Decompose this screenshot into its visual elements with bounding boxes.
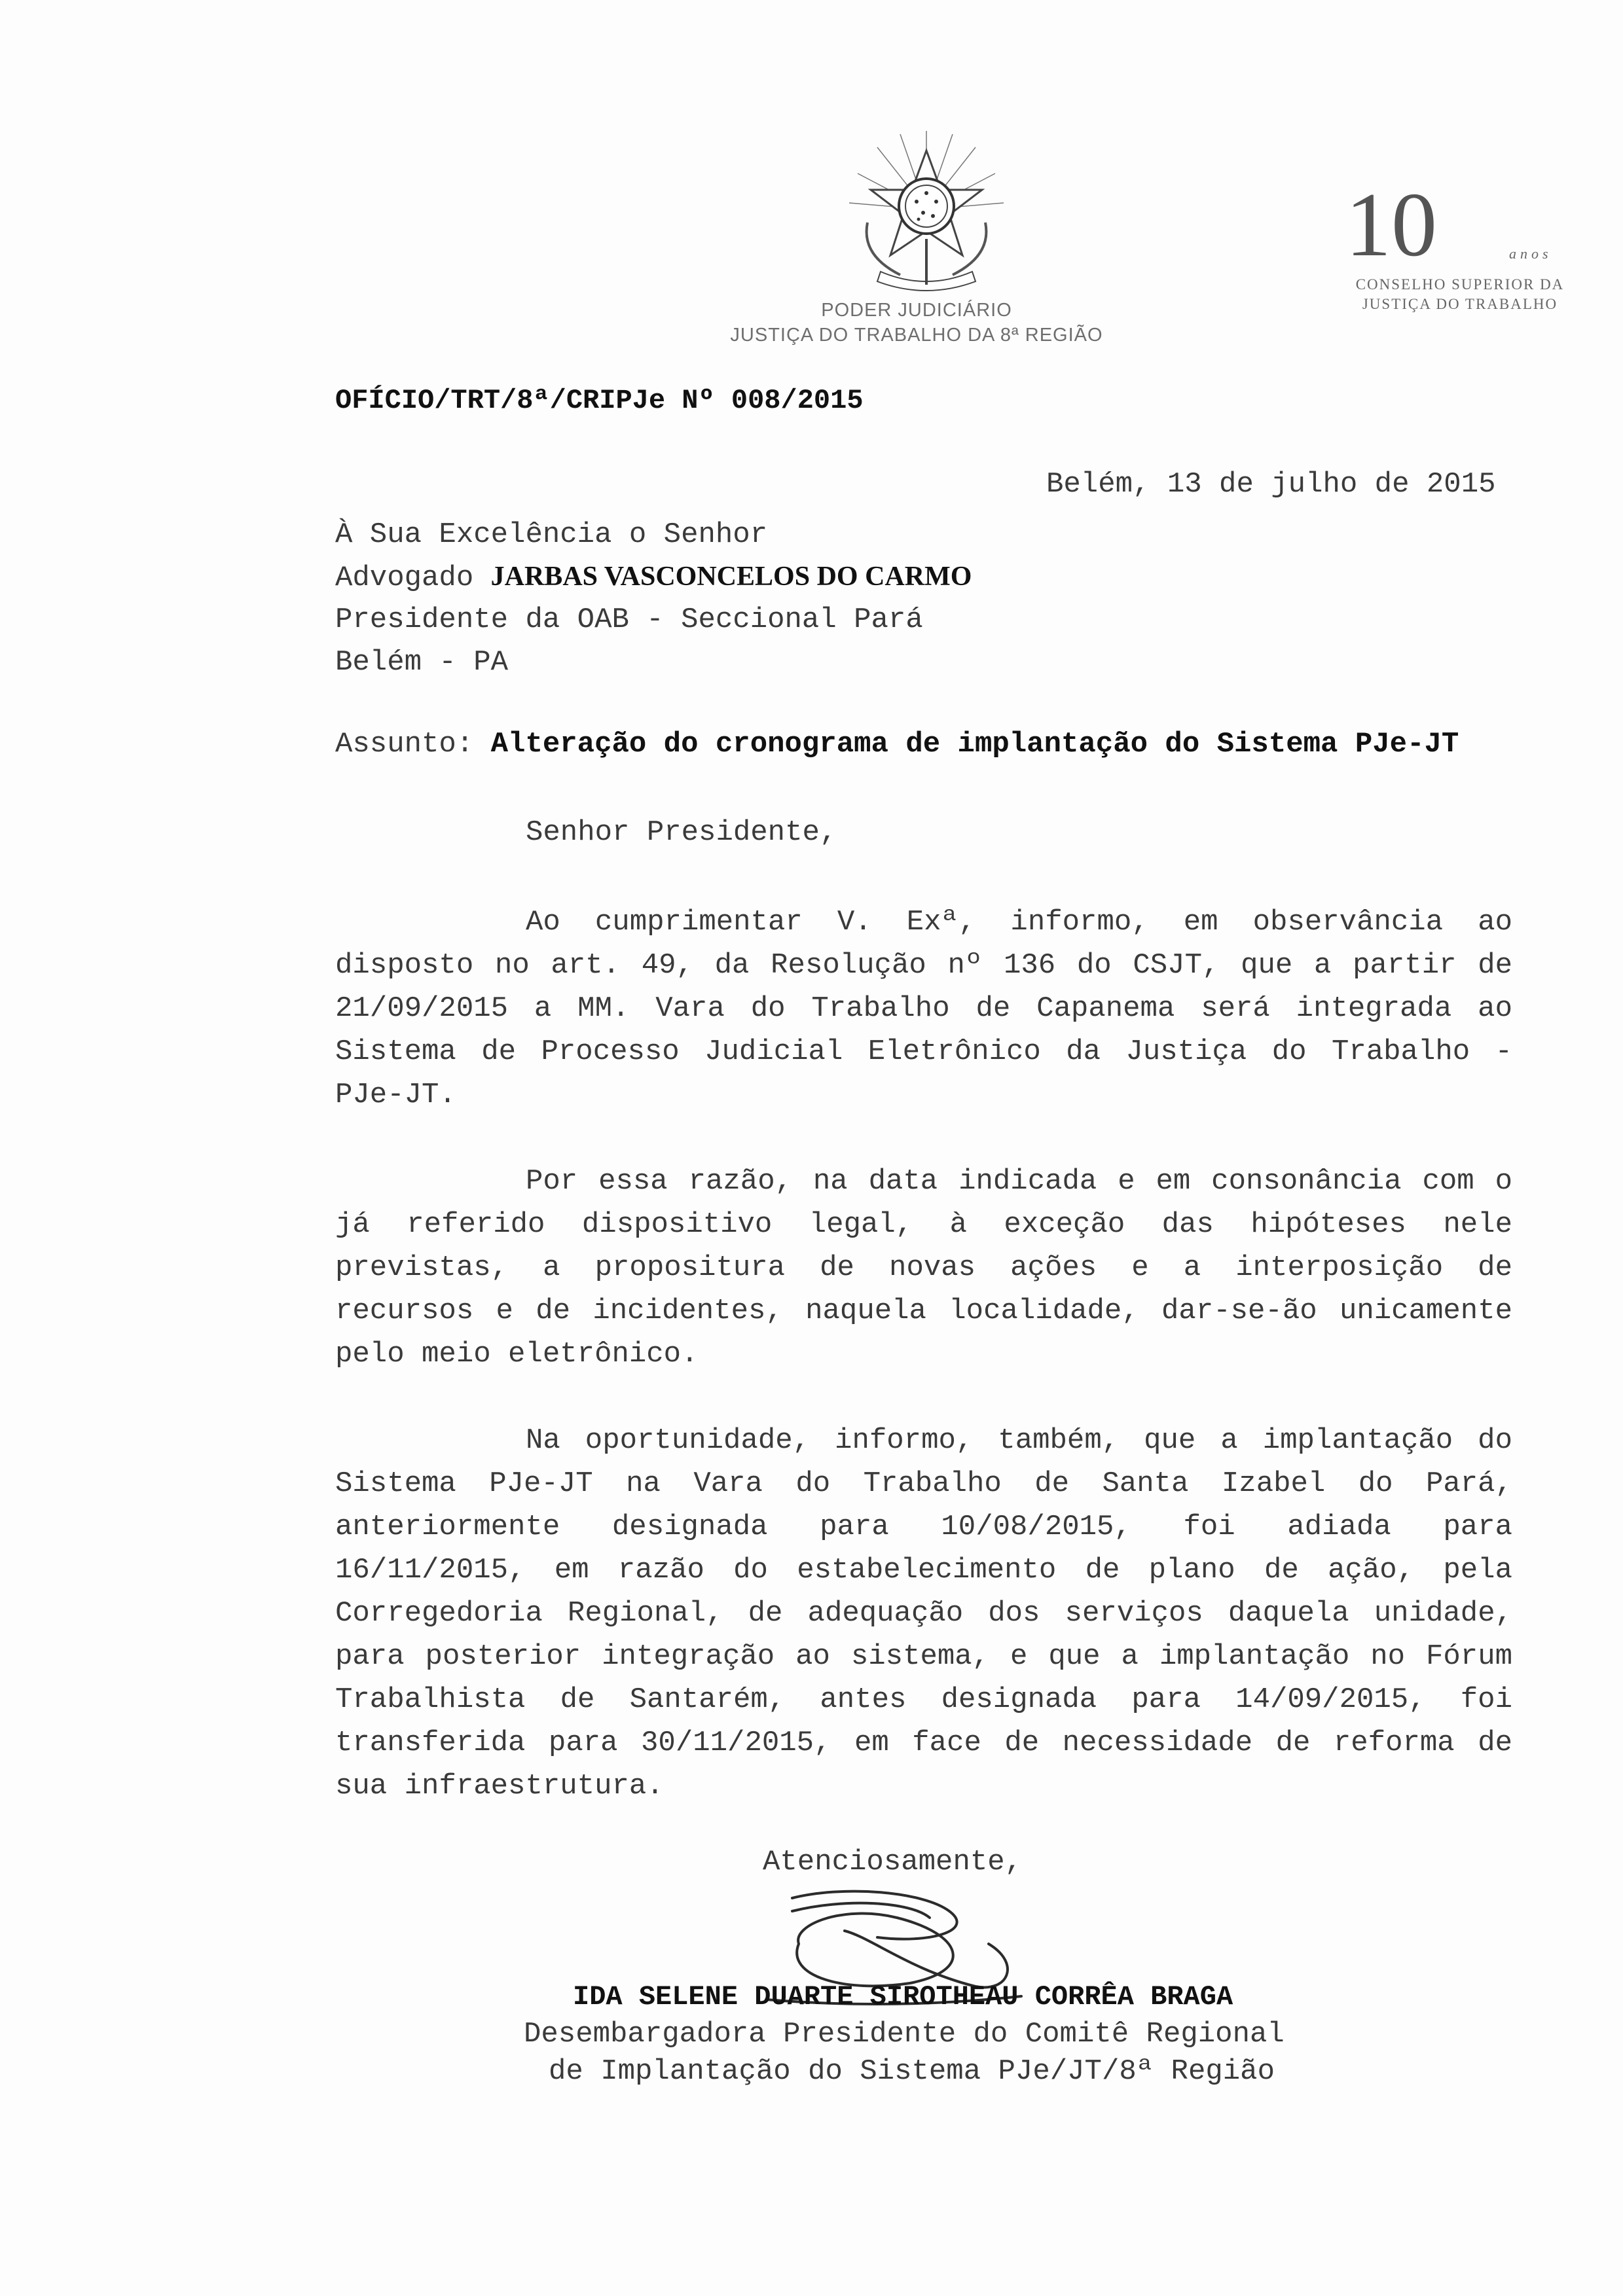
signer-role-line-2: de Implantação do Sistema PJe/JT/8ª Região bbox=[549, 2055, 1275, 2088]
paragraph-line: Por essa razão, na data indicada e em consonância com o bbox=[526, 1165, 1512, 1198]
csjt-10-anos-logo-icon bbox=[1345, 177, 1561, 275]
recipient-title-name bbox=[335, 561, 972, 594]
paragraph-line: Sistema PJe-JT na Vara do Trabalho de Santa Izabel do Pará, bbox=[335, 1467, 1512, 1500]
document-reference: OFÍCIO/TRT/8ª/CRIPJe Nº 008/2015 bbox=[335, 385, 864, 416]
recipient-position: Presidente da OAB - Seccional Pará bbox=[335, 603, 923, 636]
paragraph-line: Trabalhista de Santarém, antes designada para 14/09/2015, foi bbox=[335, 1683, 1512, 1716]
paragraph-line: Ao cumprimentar V. Exª, informo, em observância ao bbox=[526, 906, 1512, 939]
subject-line bbox=[335, 728, 1459, 761]
paragraph-line: Na oportunidade, informo, também, que a implantação do bbox=[526, 1424, 1512, 1457]
paragraph-2 bbox=[335, 1160, 1512, 1376]
institution-line-1: PODER JUDICIÁRIO bbox=[821, 300, 1012, 321]
paragraph-line: sua infraestrutura. bbox=[335, 1770, 664, 1803]
subject-text: Alteração do cronograma de implantação do Sistema PJe-JT bbox=[490, 728, 1459, 761]
recipient-city: Belém - PA bbox=[335, 646, 509, 679]
brazil-coat-of-arms-icon bbox=[841, 124, 1012, 295]
logo-caption-line-1: CONSELHO SUPERIOR DA bbox=[1355, 276, 1565, 293]
subject-label: Assunto: bbox=[335, 728, 474, 761]
paragraph-line: anteriormente designada para 10/08/2015, foi adiada para bbox=[335, 1511, 1512, 1543]
signer-name: IDA SELENE DUARTE SIROTHEAU CORRÊA BRAGA bbox=[573, 1981, 1233, 2013]
logo-anos-text: anos bbox=[1509, 245, 1552, 262]
closing: Atenciosamente, bbox=[763, 1846, 1023, 1878]
date-line: Belém, 13 de julho de 2015 bbox=[1046, 468, 1496, 501]
logo-number: 10 bbox=[1345, 177, 1437, 275]
signer-role-line-1: Desembargadora Presidente do Comitê Regional bbox=[524, 2018, 1285, 2051]
greeting: Senhor Presidente, bbox=[526, 816, 837, 849]
paragraph-line: pelo meio eletrônico. bbox=[335, 1338, 699, 1371]
paragraph-line: transferida para 30/11/2015, em face de necessidade de reforma de bbox=[335, 1727, 1512, 1759]
paragraph-line: recursos e de incidentes, naquela localidade, dar-se-ão unicamente bbox=[335, 1295, 1512, 1327]
paragraph-line: já referido dispositivo legal, à exceção das hipóteses nele bbox=[335, 1208, 1512, 1241]
institution-line-2: JUSTIÇA DO TRABALHO DA 8ª REGIÃO bbox=[730, 325, 1103, 346]
institution-header bbox=[655, 298, 1178, 348]
paragraph-line: disposto no art. 49, da Resolução nº 136 do CSJT, que a partir de bbox=[335, 949, 1512, 982]
paragraph-1 bbox=[335, 901, 1512, 1117]
paragraph-line: PJe-JT. bbox=[335, 1079, 456, 1111]
recipient-title: Advogado bbox=[335, 562, 474, 594]
recipient-salutation: À Sua Excelência o Senhor bbox=[335, 518, 768, 551]
recipient-name: JARBAS VASCONCELOS DO CARMO bbox=[490, 562, 972, 592]
logo-caption bbox=[1336, 275, 1584, 314]
paragraph-line: Sistema de Processo Judicial Eletrônico da Justiça do Trabalho - bbox=[335, 1035, 1512, 1068]
paragraph-3 bbox=[335, 1419, 1512, 1808]
paragraph-line: previstas, a propositura de novas ações e a interposição de bbox=[335, 1251, 1512, 1284]
paragraph-line: Corregedoria Regional, de adequação dos serviços daquela unidade, bbox=[335, 1597, 1512, 1630]
paragraph-line: para posterior integração ao sistema, e que a implantação no Fórum bbox=[335, 1640, 1512, 1673]
paragraph-line: 16/11/2015, em razão do estabelecimento de plano de ação, pela bbox=[335, 1554, 1512, 1587]
paragraph-line: 21/09/2015 a MM. Vara do Trabalho de Capanema será integrada ao bbox=[335, 992, 1512, 1025]
logo-caption-line-2: JUSTIÇA DO TRABALHO bbox=[1362, 296, 1558, 312]
